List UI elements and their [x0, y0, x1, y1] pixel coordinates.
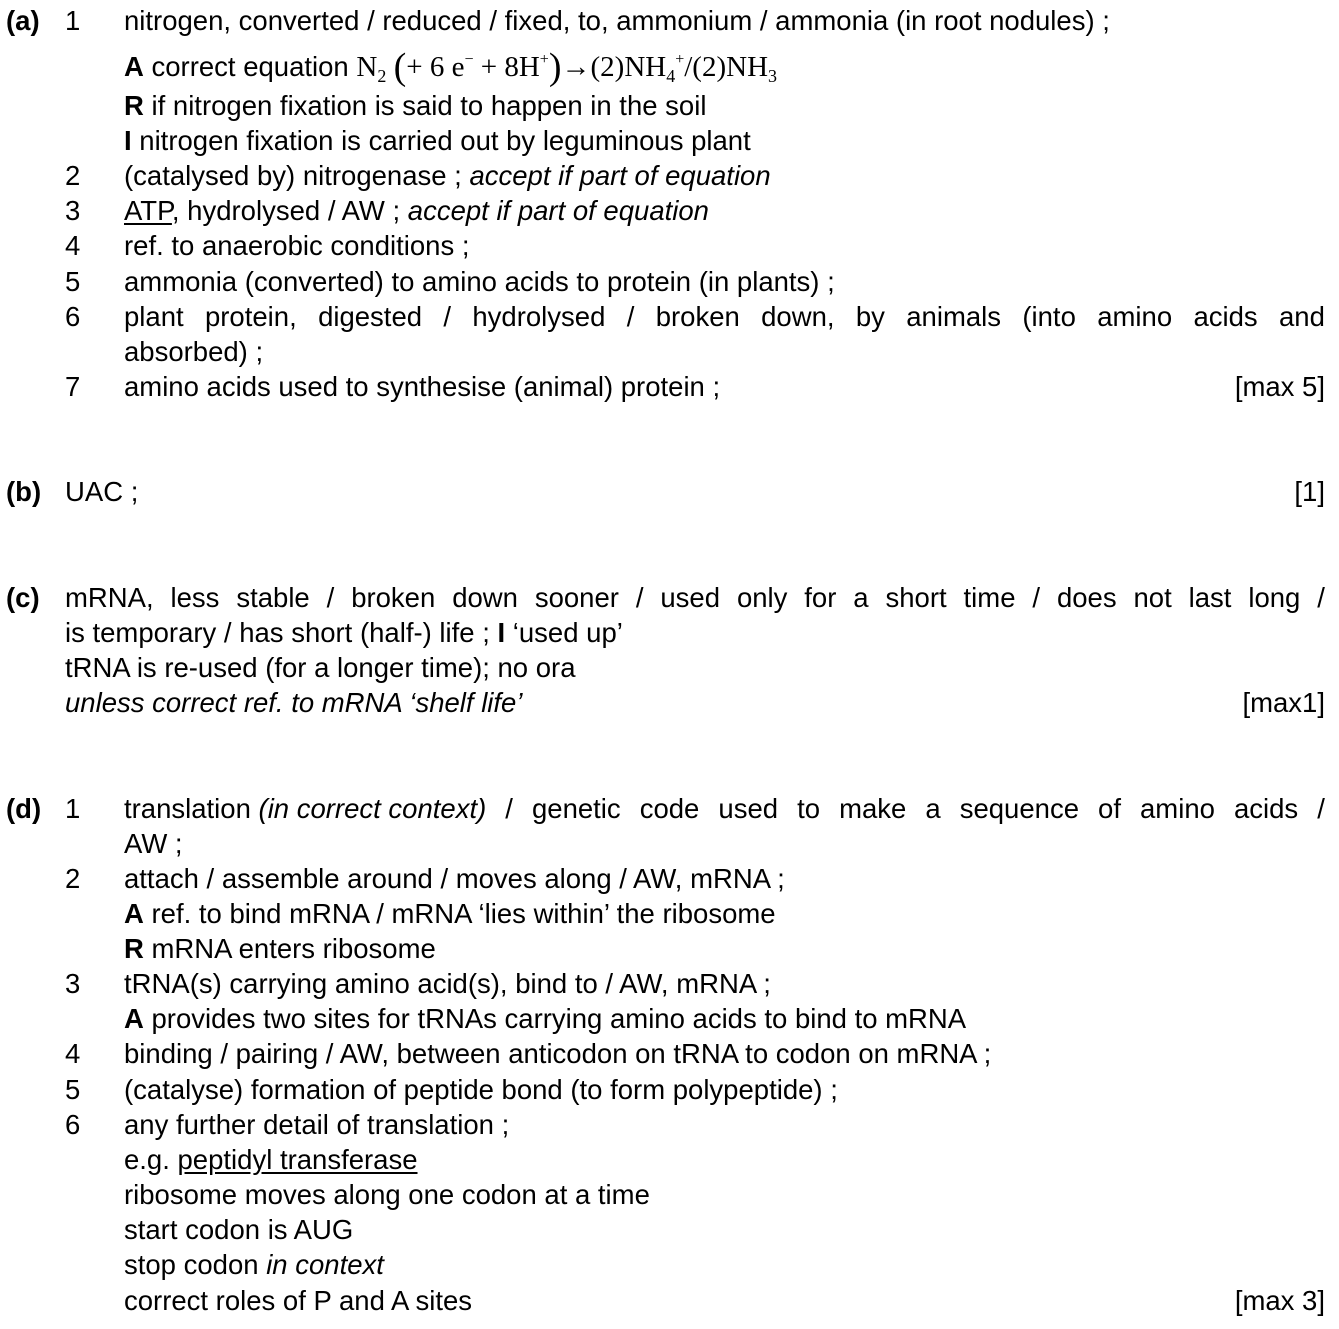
accept-prefix: A [124, 898, 144, 929]
part-b-label: (b) [6, 476, 42, 507]
part-a-label: (a) [6, 5, 40, 36]
accept-text: correct equation [151, 51, 349, 82]
point-number: 3 [65, 195, 81, 226]
ignore-prefix: I [497, 617, 506, 648]
point-number: 7 [65, 371, 81, 402]
mark-point-text: ref. to anaerobic conditions ; [124, 230, 470, 261]
point-number: 4 [65, 1038, 81, 1069]
part-d-label: (d) [6, 793, 42, 824]
part-c-label: (c) [6, 582, 40, 613]
point-number: 4 [65, 230, 81, 261]
accept-note: accept if part of equation [407, 195, 709, 226]
mark-point-text: attach / assemble around / moves along / AW, mRNA ; [124, 863, 785, 894]
mark-point-text: any further detail of translation ; [124, 1109, 510, 1140]
point-number: 2 [65, 160, 81, 191]
point-number: 1 [65, 793, 81, 824]
reject-prefix: R [124, 90, 144, 121]
justified-line: translation (in correct context) / genetic code used to make a sequence of amino acids / [124, 793, 1325, 824]
detail-line: start codon is AUG [124, 1214, 354, 1245]
ignore-line [124, 125, 751, 157]
point-number: 6 [65, 301, 81, 332]
mark-point-text: ATP, hydrolysed / AW ; accept if part of equation [124, 195, 709, 226]
point-number: 5 [65, 266, 81, 297]
accept-prefix: A [124, 1003, 144, 1034]
accept-prefix: A [124, 51, 144, 82]
point-number: 5 [65, 1074, 81, 1105]
justified-line: mRNA, less stable / broken down sooner / used only for a short time / does not last long / [65, 582, 1325, 613]
ignore-prefix: I [124, 125, 132, 156]
mark-point-text: AW ; [124, 828, 183, 859]
accept-equation-line [124, 44, 777, 92]
reject-line [124, 90, 706, 122]
answer-text: tRNA is re-used (for a longer time); no ora [65, 652, 576, 683]
mark-point-text: amino acids used to synthesise (animal) protein ; [124, 371, 721, 402]
answer-text: UAC ; [65, 476, 139, 507]
point-number: 1 [65, 5, 81, 36]
accept-line: A ref. to bind mRNA / mRNA ‘lies within’ the ribosome [124, 898, 776, 929]
detail-line: stop codon in context [124, 1249, 384, 1280]
underlined-term: peptidyl transferase [177, 1144, 418, 1175]
max-marks: [1] [1294, 476, 1325, 507]
point-number: 3 [65, 968, 81, 999]
mark-point-text: nitrogen, converted / reduced / fixed, to, ammonium / ammonia (in root nodules) ; [124, 5, 1110, 36]
reject-line: R mRNA enters ribosome [124, 933, 436, 964]
point-number: 2 [65, 863, 81, 894]
mark-point-text: absorbed) ; [124, 336, 264, 367]
justified-line: plant protein, digested / hydrolysed / broken down, by animals (into amino acids and [124, 301, 1325, 332]
max-marks: [max1] [1242, 687, 1325, 718]
max-marks: [max 5] [1234, 371, 1325, 402]
accept-note: accept if part of equation [469, 160, 771, 191]
point-number: 6 [65, 1109, 81, 1140]
answer-note: unless correct ref. to mRNA ‘shelf life’ [65, 687, 523, 718]
mark-point-text: (catalysed by) nitrogenase ; accept if part of equation [124, 160, 771, 191]
mark-point-text: ammonia (converted) to amino acids to protein (in plants) ; [124, 266, 835, 297]
reject-text: if nitrogen fixation is said to happen in the soil [151, 90, 707, 121]
mark-point-text: (catalyse) formation of peptide bond (to form polypeptide) ; [124, 1074, 838, 1105]
detail-line: ribosome moves along one codon at a time [124, 1179, 650, 1210]
ignore-text: nitrogen fixation is carried out by leguminous plant [139, 125, 751, 156]
example-line: e.g. peptidyl transferase [124, 1144, 418, 1175]
underlined-term: ATP [124, 195, 172, 226]
mark-point-text: binding / pairing / AW, between anticodon on tRNA to codon on mRNA ; [124, 1038, 992, 1069]
accept-line: A provides two sites for tRNAs carrying amino acids to bind to mRNA [124, 1003, 967, 1034]
nitrogen-fixation-equation: $N_2$ (+ 6 $e^- + 8H^+)\to(2)NH_4^+/(2)NH_3$ [356, 46, 778, 88]
detail-line: correct roles of P and A sites [124, 1285, 473, 1316]
answer-text: is temporary / has short (half-) life ; I ‘used up’ [65, 617, 623, 648]
mark-point-text: tRNA(s) carrying amino acid(s), bind to / AW, mRNA ; [124, 968, 771, 999]
reject-prefix: R [124, 933, 144, 964]
max-marks: [max 3] [1234, 1285, 1325, 1316]
